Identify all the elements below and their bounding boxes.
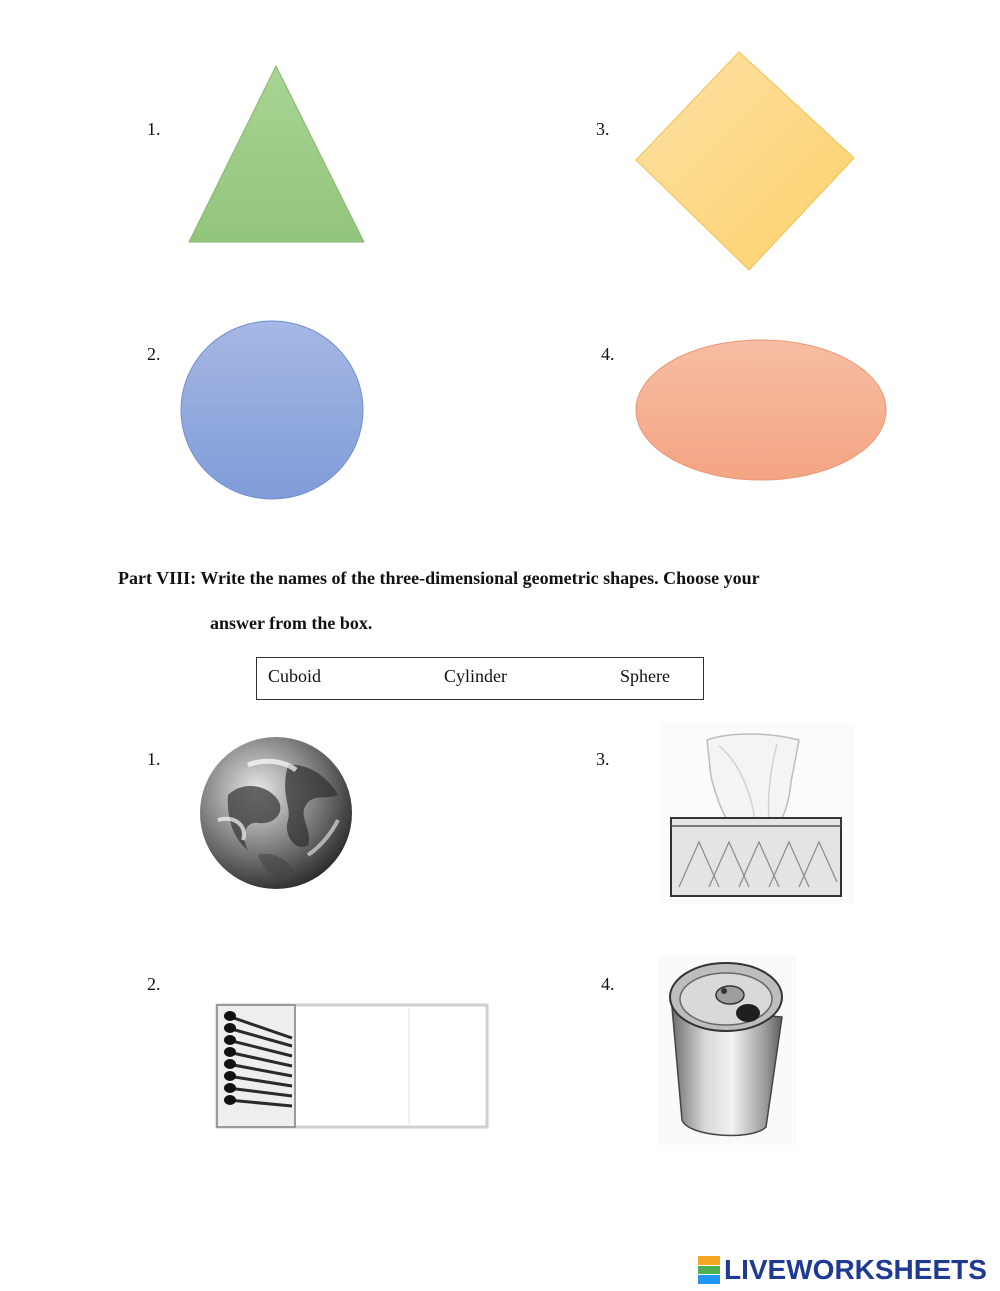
triangle-shape	[185, 62, 370, 247]
answer-word-cuboid: Cuboid	[268, 666, 322, 686]
tissue-box-picture	[659, 722, 855, 904]
shape-item-number: 2.	[147, 344, 161, 364]
part8-heading-continued: answer from the box.	[210, 613, 373, 633]
answer-word-box	[256, 657, 704, 700]
picture-item-number: 4.	[601, 974, 615, 994]
picture-item-number: 2.	[147, 974, 161, 994]
matchbox-picture	[214, 1002, 490, 1130]
circle-shape	[178, 319, 368, 503]
answer-word-sphere: Sphere	[620, 666, 670, 686]
shape-item-number: 4.	[601, 344, 615, 364]
logo-text: LIVEWORKSHEETS	[724, 1254, 987, 1285]
answer-word-cylinder: Cylinder	[444, 666, 507, 686]
oval-shape	[634, 337, 892, 485]
logo-badge-icon	[698, 1256, 720, 1284]
soda-can-picture	[658, 955, 796, 1145]
globe-picture	[188, 725, 363, 899]
shape-item-number: 3.	[596, 119, 610, 139]
part8-heading: Part VIII: Write the names of the three-dimensional geometric shapes. Choose your	[118, 568, 760, 588]
picture-item-number: 1.	[147, 749, 161, 769]
liveworksheets-logo	[698, 1254, 987, 1286]
rhombus-shape	[632, 48, 858, 274]
picture-item-number: 3.	[596, 749, 610, 769]
shape-item-number: 1.	[147, 119, 161, 139]
